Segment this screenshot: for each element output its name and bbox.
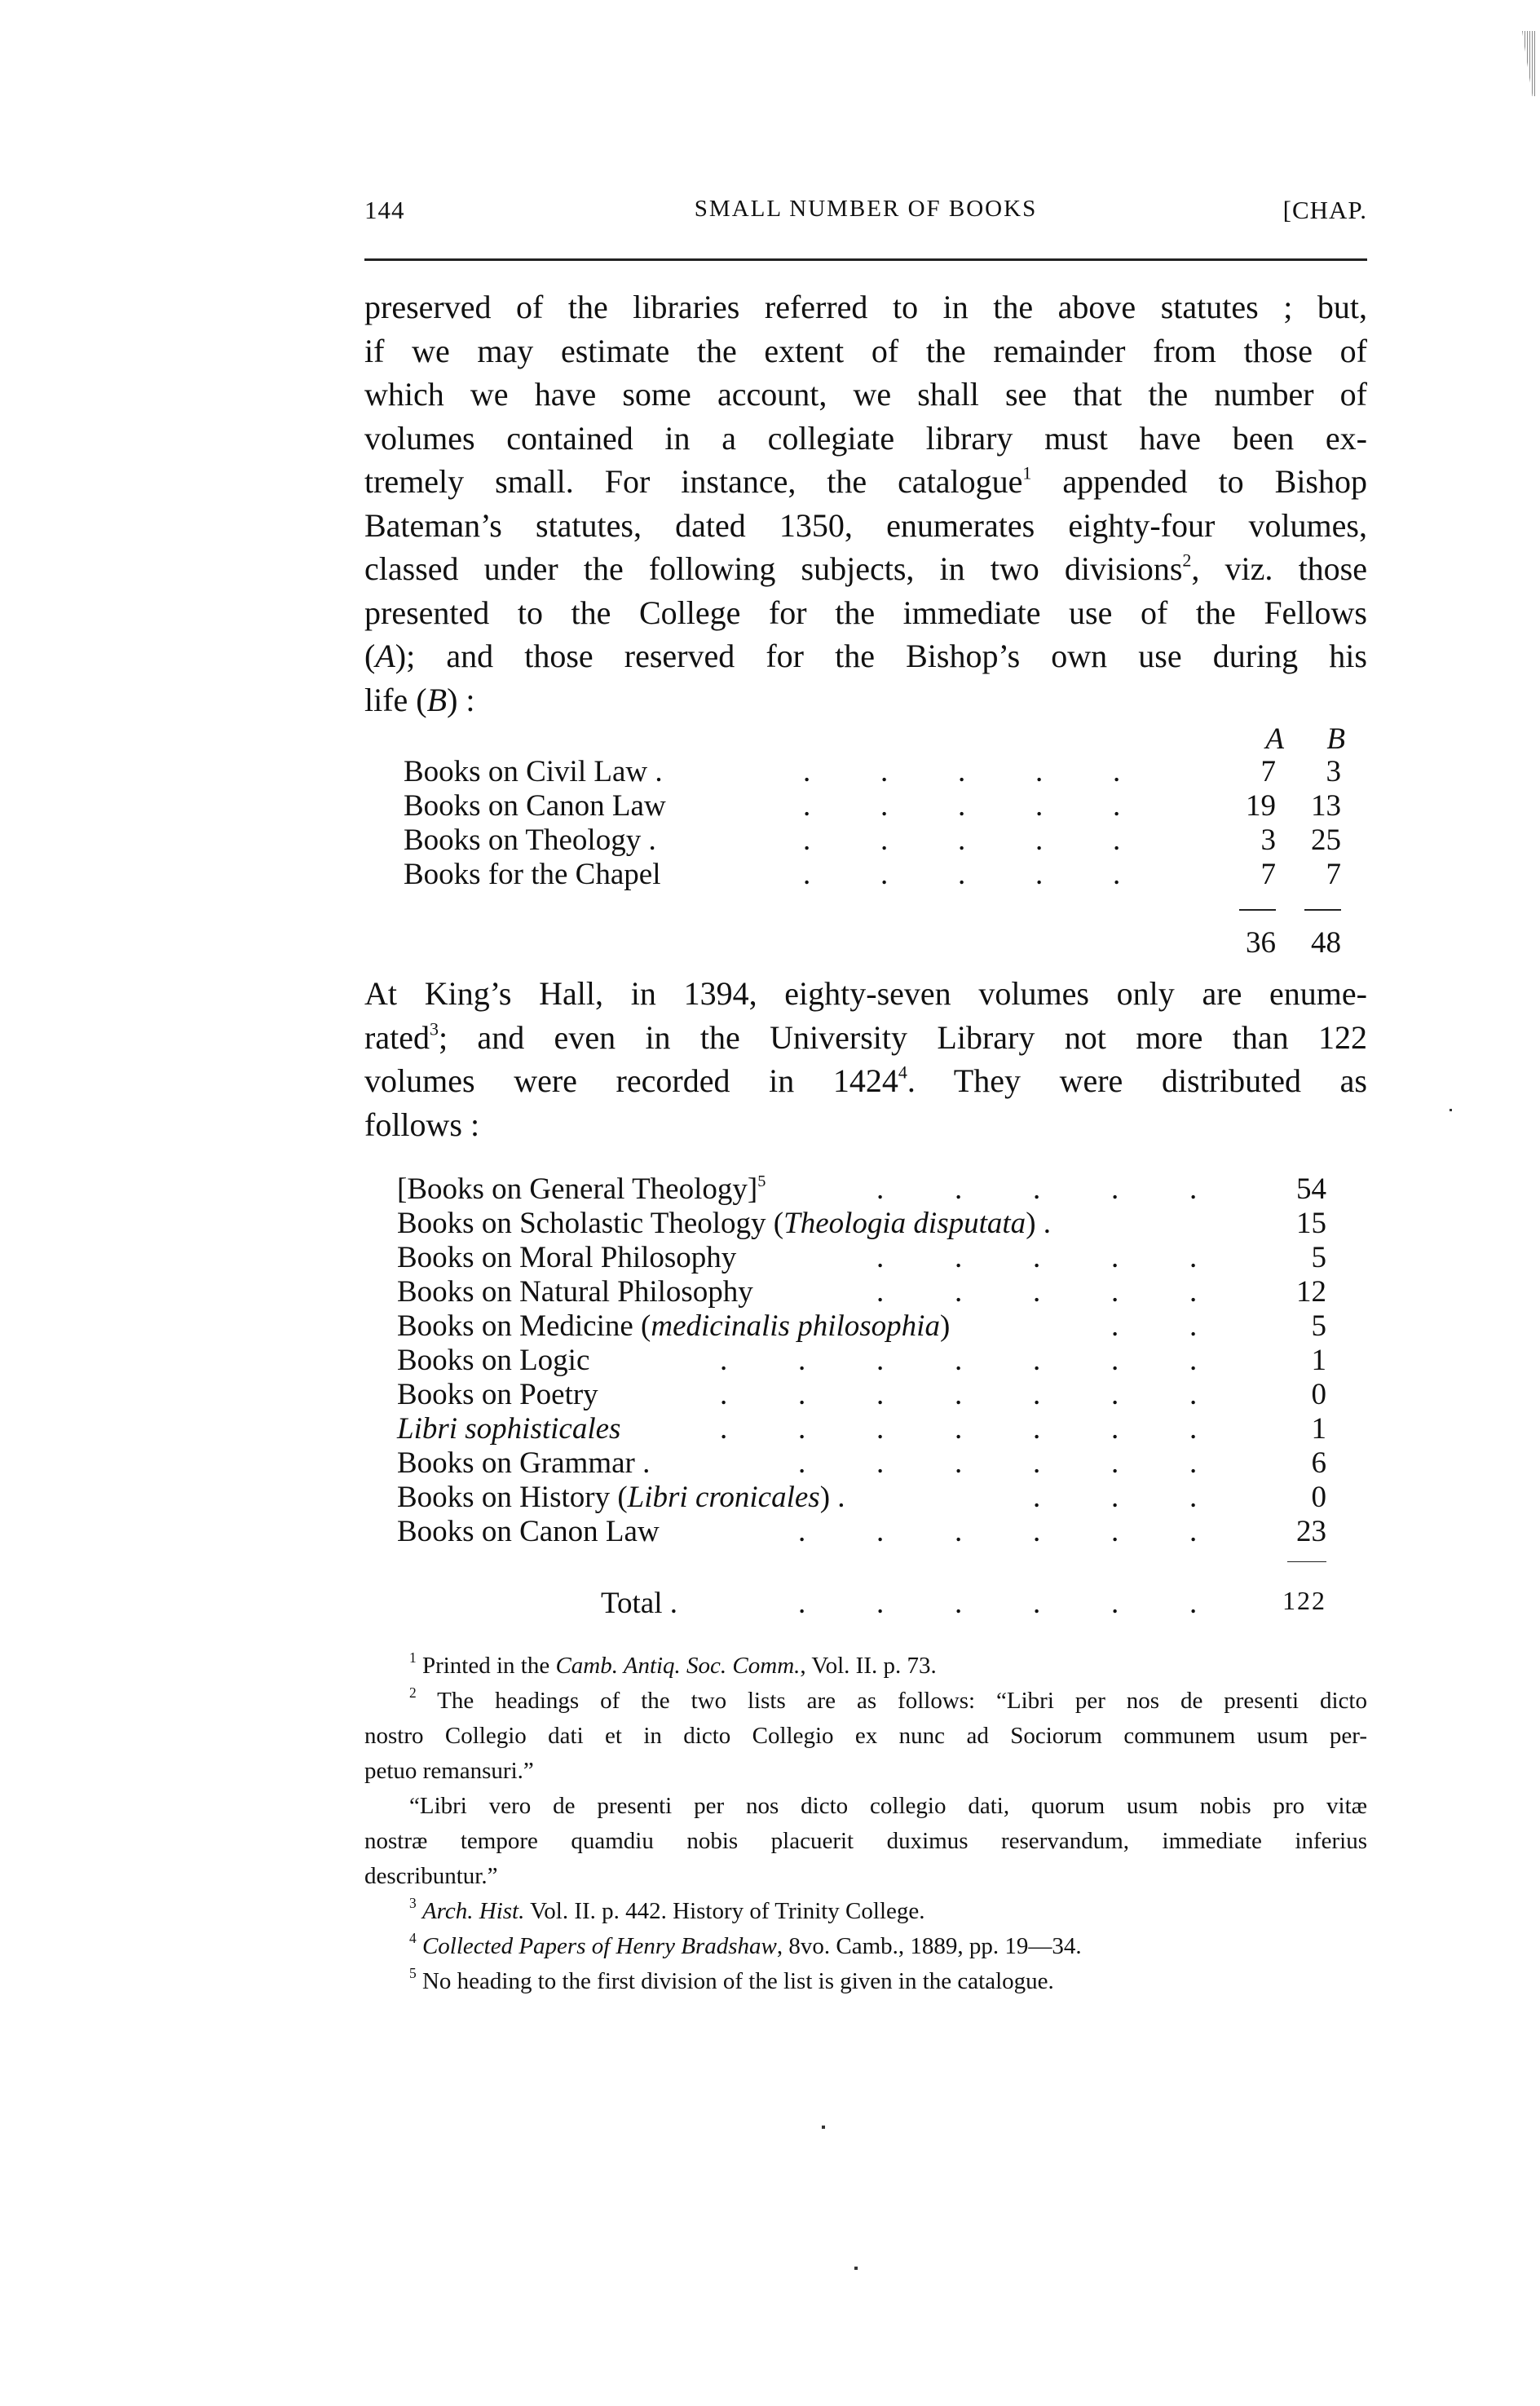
column-header-b: B	[1326, 722, 1345, 756]
paragraph-2	[364, 972, 1367, 1146]
footnote-2-line: “Libri vero de presenti per nos dicto collegio dati, quorum usum nobis pro vitæ	[409, 1793, 1367, 1819]
footnote-1: $^1$ Printed in the Camb. Antiq. Soc. Comm., Vol. II. p. 73.	[409, 1649, 937, 1679]
table-row: [Books on General Theology]$^5$ . . . . . 54	[397, 1172, 1326, 1206]
footnotes	[364, 1649, 1367, 1999]
total-b: 48	[1311, 926, 1341, 960]
total-a: 36	[1246, 926, 1276, 960]
total-value: 122	[1282, 1586, 1326, 1615]
text-line: if we may estimate the extent of the remainder from those of	[364, 332, 1367, 369]
table-row: Books on Natural Philosophy . . . . . 12	[397, 1275, 1326, 1309]
text-line: volumes were recorded in 1424$^4$. They were distributed as	[364, 1062, 1367, 1099]
table-row: Books on Scholastic Theology (Theologia disputata) . 15	[397, 1207, 1326, 1240]
footnote-4: $^4$ Collected Papers of Henry Bradshaw, 8vo. Camb., 1889, pp. 19—34.	[409, 1929, 1082, 1959]
text-line: follows :	[364, 1106, 480, 1143]
table-row: Books on Theology . . . . . . 3 25	[404, 823, 1341, 857]
header-rule	[364, 258, 1367, 261]
text-line: volumes contained in a collegiate library must have been ex-	[364, 419, 1367, 457]
table-row: Books on Poetry . . . . . . . 0	[397, 1378, 1326, 1411]
paragraph-1	[364, 285, 1367, 722]
total-row: Total . . . . . . . 122	[601, 1586, 1326, 1620]
scan-speck	[854, 2267, 858, 2270]
university-library-table	[397, 1172, 1343, 1628]
footnote-ref[interactable]: 5	[757, 1172, 766, 1190]
footnote-ref[interactable]: 1	[1022, 462, 1032, 483]
sum-rule	[1287, 1561, 1326, 1562]
total-label: Total .	[601, 1587, 677, 1620]
table-row: Books on Canon Law . . . . . . 23	[397, 1515, 1326, 1548]
text-line: tremely small. For instance, the catalogue$^1$ appended to Bishop	[364, 462, 1367, 500]
text-line: rated$^3$; and even in the University Library not more than 122	[364, 1018, 1367, 1056]
column-header-a: A	[1265, 722, 1284, 756]
footnote-2-line: nostræ tempore quamdiu nobis placuerit duximus reservandum, immediate inferius	[364, 1828, 1367, 1854]
table-row: Books on Medicine (medicinalis philosophia) . . 5	[397, 1309, 1326, 1343]
table-row: Books on Civil Law . . . . . . 7 3	[404, 755, 1341, 788]
table-row: Books for the Chapel . . . . . 7 7	[404, 858, 1341, 891]
scan-artifact	[1522, 31, 1537, 96]
footnote-ref[interactable]: 4	[898, 1062, 907, 1083]
running-head	[364, 196, 1367, 236]
table-row: Books on Grammar . . . . . . . 6	[397, 1446, 1326, 1480]
text-line: presented to the College for the immediate use of the Fellows	[364, 594, 1367, 631]
sum-rule-b	[1304, 909, 1341, 911]
text-line: (A); and those reserved for the Bishop’s own use during his	[364, 638, 1367, 674]
footnote-ref[interactable]: 3	[429, 1018, 439, 1039]
table-row: Books on History (Libri cronicales) . . . . 0	[397, 1481, 1326, 1514]
text-line: life (B) :	[364, 681, 475, 718]
text-line: preserved of the libraries referred to in the above statutes ; but,	[364, 289, 1367, 325]
footnote-2-line: describuntur.”	[364, 1863, 498, 1889]
footnote-5: $^5$ No heading to the first division of the list is given in the catalogue.	[409, 1964, 1054, 1994]
footnote-3: $^3$ Arch. Hist. Vol. II. p. 442. History of Trinity College.	[409, 1894, 925, 1924]
text-line: classed under the following subjects, in two divisions$^2$, viz. those	[364, 550, 1367, 587]
text-line: At King’s Hall, in 1394, eighty-seven volumes only are enume-	[364, 975, 1367, 1012]
text-line: which we have some account, we shall see that the number of	[364, 376, 1367, 413]
running-title: SMALL NUMBER OF BOOKS	[694, 196, 1038, 222]
footnote-2: $^2$ The headings of the two lists are as follows: “Libri per nos de presenti dicto	[409, 1684, 1367, 1714]
chapter-marker: [CHAP.	[1282, 196, 1367, 224]
sum-rule-a	[1239, 909, 1276, 911]
table-row: Books on Canon Law . . . . . 19 13	[404, 789, 1341, 823]
page-number: 144	[364, 196, 405, 224]
scan-speck	[1450, 1109, 1452, 1111]
text-line: Bateman’s statutes, dated 1350, enumerates eighty-four volumes,	[364, 506, 1367, 544]
footnote-2-line: nostro Collegio dati et in dicto Collegio ex nunc ad Sociorum communem usum per-	[364, 1723, 1367, 1749]
table-row: Libri sophisticales . . . . . . . 1	[397, 1412, 1326, 1446]
table-row: Books on Logic . . . . . . . 1	[397, 1344, 1326, 1377]
bateman-catalogue-table	[404, 722, 1345, 960]
totals-row	[404, 925, 1341, 960]
footnote-2-line: petuo remansuri.”	[364, 1758, 534, 1784]
table-row: Books on Moral Philosophy . . . . . 5	[397, 1241, 1326, 1274]
scan-speck	[822, 2126, 825, 2129]
footnote-ref[interactable]: 2	[1182, 550, 1192, 571]
